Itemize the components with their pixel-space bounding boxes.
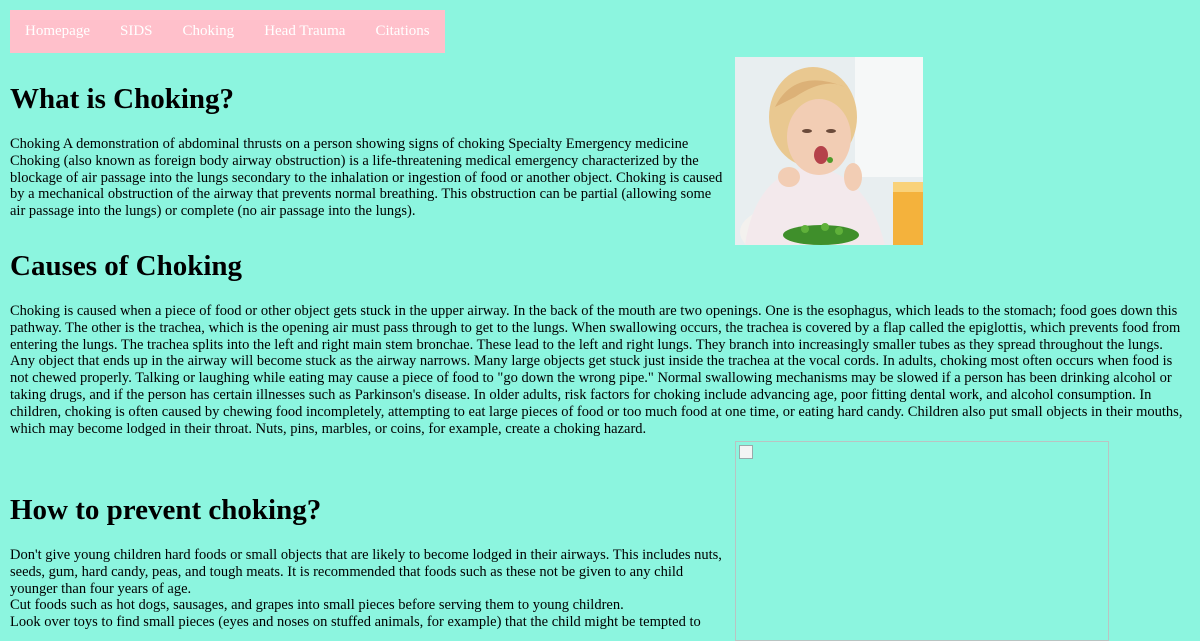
nav-link-choking[interactable]: Choking — [182, 23, 235, 39]
nav-link-sids[interactable]: SIDS — [119, 23, 153, 39]
broken-image-icon — [739, 445, 753, 459]
nav-link-head-trauma[interactable]: Head Trauma — [264, 23, 346, 39]
nav-link-homepage[interactable]: Homepage — [25, 23, 90, 39]
prevention-tip: Look over toys to find small pieces (eyes and noses on stuffed animals, for example) that the child might be tempted to — [10, 614, 701, 631]
heading-what-is-choking: What is Choking? — [10, 83, 235, 115]
paragraph-what-is-choking: Choking A demonstration of abdominal thrusts on a person showing signs of choking Specialty Emergency medicine Choking (also known as foreign body airway obstruction) is a life-threatening medical emergency characterized by the blockage of air passage into the lungs secondary to the inhalation or ingestion of food or another object. Choking is caused by a mechanical obstruction of the airway that prevents normal breathing. This obstruction can be partial (allowing some air passage into the lungs) or complete (no air passage into the lungs). — [10, 136, 723, 220]
top-nav — [10, 10, 445, 53]
heading-causes-of-choking: Causes of Choking — [10, 250, 243, 282]
broken-image — [735, 441, 1109, 641]
heading-how-to-prevent-choking: How to prevent choking? — [10, 494, 322, 526]
paragraph-causes-of-choking: Choking is caused when a piece of food or other object gets stuck in the upper airway. In the back of the mouth are two openings. One is the esophagus, which leads to the stomach; food goes down this pathway. The other is the trachea, which is the opening air must pass through to get to the lungs. When swallowing occurs, the trachea is covered by a flap called the epiglottis, which prevents food from entering the lungs. The trachea splits into the left and right main stem bronchae. These lead to the left and right lungs. They branch into increasingly smaller tubes as they spread throughout the lungs. Any object that ends up in the airway will become stuck as the airway narrows. Many large objects get stuck just inside the trachea at the vocal cords. In adults, choking most often occurs when food is not chewed properly. Talking or laughing while eating may cause a piece of food to "go down the wrong pipe." Normal swallowing mechanisms may be slowed if a person has been drinking alcohol or taking drugs, and if the person has certain illnesses such as Parkinson's disease. In older adults, risk factors for choking include advancing age, poor fitting dental work, and alcohol consumption. In children, choking is often caused by chewing food incompletely, attempting to eat large pieces of food or too much food at one time, or eating hard candy. Children also put small objects in their mouths, which may become lodged in their throat. Nuts, pins, marbles, or coins, for example, create a choking hazard. — [10, 303, 1183, 437]
prevention-tip: Don't give young children hard foods or small objects that are likely to become lodged in their airways. This includes nuts, seeds, gum, hard candy, peas, and tough meats. It is recommended that foods such as these not be given to any child younger than four years of age. — [10, 547, 722, 597]
child-eating-photo — [735, 57, 923, 245]
prevention-tips — [10, 547, 728, 631]
prevention-tip: Cut foods such as hot dogs, sausages, and grapes into small pieces before serving them to young children. — [10, 597, 624, 614]
nav-link-citations[interactable]: Citations — [375, 23, 430, 39]
child-eating-illustration — [735, 57, 923, 245]
